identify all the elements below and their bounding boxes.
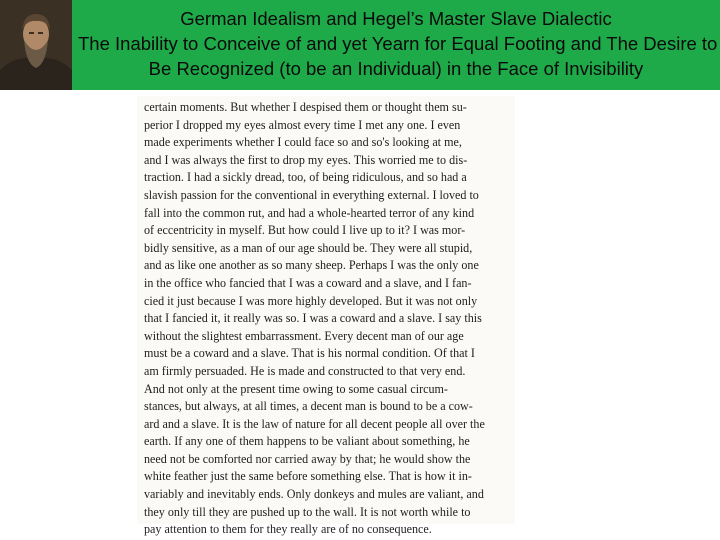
excerpt-line: they only till they are pushed up to the wall. It is not worth while to [144,504,471,519]
excerpt-line: cied it just because I was more highly developed. But it was not only [144,293,478,308]
excerpt-line: must be a coward and a slave. That is his normal condition. Of that I [144,346,475,361]
excerpt-line: traction. I had a sickly dread, too, of being ridiculous, and so had a [144,170,467,185]
excerpt-line: slavish passion for the conventional in everything external. I loved to [144,187,479,202]
excerpt-line: that I fancied it, it really was so. I was a coward and a slave. I say this [144,311,482,326]
excerpt-line: fall into the common rut, and had a whole-hearted terror of any kind [144,205,475,220]
bearded-man-portrait-icon [0,0,72,90]
book-excerpt [144,99,506,539]
excerpt-line: am firmly persuaded. He is made and constructed to that very end. [144,363,466,378]
excerpt-line: bidly sensitive, as a man of our age should be. They were all stupid, [144,240,473,255]
excerpt-line: perior I dropped my eyes almost every time I met any one. I even [144,117,461,132]
excerpt-line: and as like one another as so many sheep. Perhaps I was the only one [144,258,479,273]
excerpt-line: made experiments whether I could face so and so's looking at me, [144,135,462,150]
title-line-2: The Inability to Conceive of and yet Yearn for Equal Footing and The Desire to [78,33,718,54]
excerpt-line: need not be comforted nor carried away by that; he would show the [144,451,471,466]
title-line-1: German Idealism and Hegel’s Master Slave Dialectic [180,8,612,29]
excerpt-line: stances, but always, at all times, a decent man is bound to be a cow- [144,399,473,414]
excerpt-line: in the office who fancied that I was a coward and a slave, and I fan- [144,275,472,290]
excerpt-line: white feather just the same before something else. That is how it in- [144,469,472,484]
excerpt-line: of eccentricity in myself. But how could I live up to it? I was mor- [144,223,466,238]
excerpt-line: variably and inevitably ends. Only donkeys and mules are valiant, and [144,487,484,502]
excerpt-line: certain moments. But whether I despised them or thought them su- [144,100,467,114]
title-banner [0,0,720,90]
excerpt-line: without the slightest embarrassment. Every decent man of our age [144,328,464,343]
excerpt-line: and I was always the first to drop my eyes. This worried me to dis- [144,152,468,167]
excerpt-line: And not only at the present time owing to some casual circum- [144,381,448,396]
title-line-3: Be Recognized (to be an Individual) in the Face of Invisibility [148,58,644,79]
excerpt-line: ard and a slave. It is the law of nature for all decent people all over the [144,416,485,431]
excerpt-line: earth. If any one of them happens to be valiant about something, he [144,434,470,449]
excerpt-line: pay attention to them for they really are of no consequence. [144,522,432,537]
slide-title [78,6,718,81]
